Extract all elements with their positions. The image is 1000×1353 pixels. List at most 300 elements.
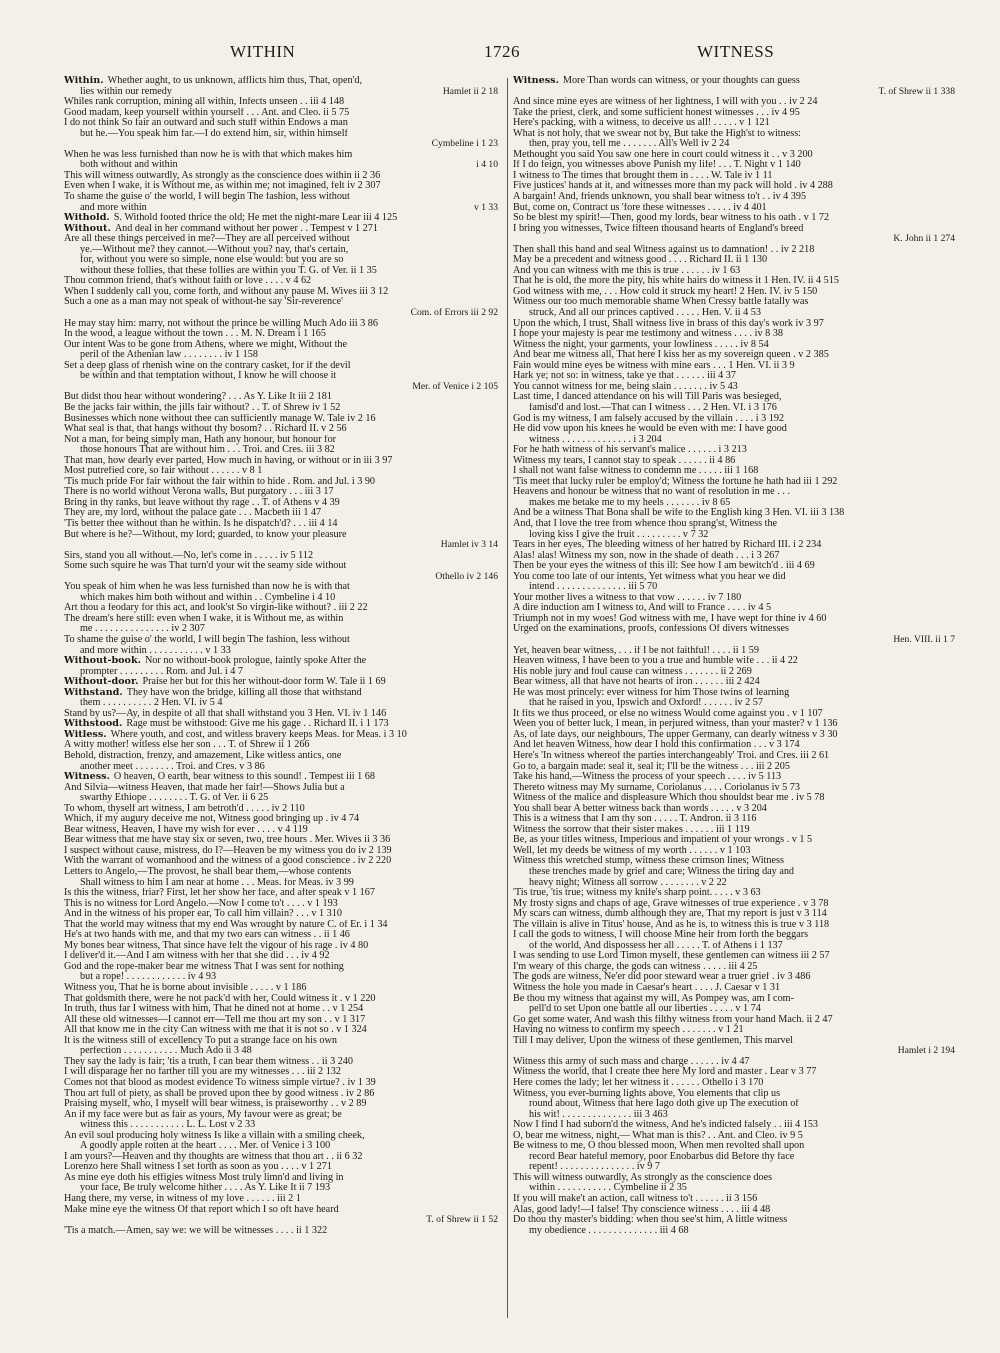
quotation-text: Witness my tears, I cannot stay to speak . . . . . . ii 4 86 <box>513 455 736 466</box>
concordance-line <box>513 435 955 446</box>
quotation-text: Our intent Was to be gone from Athens, where we might, Without the <box>64 339 348 350</box>
concordance-line <box>513 793 955 804</box>
concordance-line <box>64 213 498 224</box>
quotation-text: Businesses which none without thee can sufficiently manage W. Tale iv 2 16 <box>64 413 376 424</box>
concordance-line <box>513 76 955 87</box>
concordance-line <box>513 414 955 425</box>
concordance-line <box>64 498 498 509</box>
concordance-line <box>64 203 498 214</box>
concordance-line <box>513 519 955 530</box>
concordance-line <box>64 118 498 129</box>
concordance-line <box>64 867 498 878</box>
quotation-text: Be, as your titles witness, Imperious and impatient of your wrongs . v 1 5 <box>513 835 813 846</box>
quotation-text: 'Tis a match.—Amen, say we: we will be witnesses . . . . ii 1 322 <box>64 1225 328 1236</box>
quotation-text: Which, if my augury deceive me not, Witness good bringing up . iv 4 74 <box>64 814 360 825</box>
quotation-text: They are, my lord, without the palace gate . . . Macbeth iii 1 47 <box>64 508 322 519</box>
play-reference: Othello iv 2 146 <box>435 571 498 582</box>
concordance-line <box>64 456 498 467</box>
quotation-text: In truth, thus far I witness with him, That he dined not at home . . v 1 254 <box>64 1004 364 1015</box>
quotation-text: O, bear me witness, night,— What man is this? . . Ant. and Cleo. iv 9 5 <box>513 1130 803 1141</box>
quotation-text: You speak of him when he was less furnished than now he is with that <box>64 582 350 593</box>
concordance-line <box>64 392 498 403</box>
concordance-line <box>64 382 498 393</box>
quotation-text: Bear witness, all that have not hearts of iron . . . . . . iii 2 424 <box>513 677 760 688</box>
quotation-text: Are all these things perceived in me?—They are all perceived without <box>64 234 350 245</box>
quotation-text: Sirs, stand you all without.—No, let's come in . . . . . iv 5 112 <box>64 550 314 561</box>
concordance-line <box>64 160 498 171</box>
quotation-text: Comes not that blood as modest evidence To witness simple virtue? . iv 1 39 <box>64 1077 376 1088</box>
quotation-text: Triumph not in my woes! God witness with me, I have wept for thine iv 4 60 <box>513 613 827 624</box>
concordance-line <box>513 234 955 245</box>
concordance-line <box>513 740 955 751</box>
concordance-line <box>513 856 955 867</box>
headword: Withstood. <box>64 719 123 730</box>
quotation-text: Thereto witness may My surname, Coriolanus . . . . Coriolanus iv 5 73 <box>513 782 800 793</box>
quotation-text: May be a precedent and witness good . . . . Richard II. ii 1 130 <box>513 255 768 266</box>
quotation-text: and more within <box>80 202 147 213</box>
concordance-line <box>513 361 955 372</box>
quotation-text: Behold, distraction, frenzy, and amazement, Like witless antics, one <box>64 751 342 761</box>
quotation-text: Praise her but for this her without-door form W. Tale ii 1 69 <box>142 677 386 688</box>
concordance-line <box>64 276 498 287</box>
concordance-line <box>513 245 955 256</box>
quotation-text: swarthy Ethiope . . . . . . . . T. G. of Ver. ii 6 25 <box>80 793 269 804</box>
quotation-text: If I do feign, you witnesses above Punish my life! . . . T. Night v 1 140 <box>513 160 801 171</box>
quotation-text: My scars can witness, dumb although they are, That my report is just v 3 114 <box>513 909 827 920</box>
headword: Without. <box>64 223 111 234</box>
quotation-text: All that know me in the city Can witness with me that it is not so . v 1 324 <box>64 1025 367 1036</box>
concordance-line <box>513 97 955 108</box>
concordance-line <box>64 477 498 488</box>
quotation-text: Upon the which, I trust, Shall witness live in brass of this day's work iv 3 97 <box>513 318 824 329</box>
concordance-line <box>513 266 955 277</box>
quotation-text: Witness of the malice and displeasure Which thou shouldst bear me . iv 5 78 <box>513 793 825 804</box>
quotation-text: Well, let my deeds be witness of my worth . . . . . . v 1 103 <box>513 845 751 856</box>
quotation-text: but he.—You speak him far.—I do extend him, sir, within himself <box>80 128 348 139</box>
left-column <box>64 76 498 1316</box>
quotation-text: Then shall this hand and seal Witness against us to damnation! . . iv 2 218 <box>513 244 815 255</box>
concordance-line <box>64 1036 498 1047</box>
concordance-line <box>513 888 955 899</box>
quotation-text: S. Withold footed thrice the old; He met the night-mare Lear iii 4 125 <box>113 213 398 224</box>
concordance-line <box>64 909 498 920</box>
concordance-line <box>64 1131 498 1142</box>
quotation-text: Whiles rank corruption, mining all within, Infects unseen . . iii 4 148 <box>64 97 345 108</box>
concordance-line <box>64 329 498 340</box>
quotation-text: Heaven witness, I have been to you a true and humble wife . . . ii 4 22 <box>513 656 798 667</box>
concordance-line <box>64 266 498 277</box>
concordance-line <box>513 424 955 435</box>
concordance-line <box>513 498 955 509</box>
quotation-text: As, of late days, our neighbours, The upper Germany, can dearly witness v 3 30 <box>513 729 838 740</box>
concordance-line <box>513 340 955 351</box>
concordance-line <box>513 772 955 783</box>
quotation-text: When I suddenly call you, come forth, and without any pause M. Wives iii 3 12 <box>64 286 389 297</box>
concordance-line <box>513 1099 955 1110</box>
concordance-line <box>64 825 498 836</box>
quotation-text: That man, how dearly ever parted, How much in having, or without or in iii 3 97 <box>64 455 393 466</box>
quotation-text: Fain would mine eyes be witness with mine ears . . . 1 Hen. VI. ii 3 9 <box>513 360 795 371</box>
quotation-text: As mine eye doth his effigies witness Most truly limn'd and living in <box>64 1172 344 1183</box>
concordance-line <box>513 582 955 593</box>
concordance-line <box>513 751 955 762</box>
quotation-text: Praising myself, who, I myself will bear witness, is praiseworthy . . v 2 89 <box>64 1099 367 1110</box>
concordance-line <box>64 287 498 298</box>
concordance-line <box>513 192 955 203</box>
quotation-text: Shall witness to him I am near at home . . . Meas. for Meas. iv 3 99 <box>80 877 354 888</box>
concordance-line <box>513 1131 955 1142</box>
concordance-line <box>513 804 955 815</box>
quotation-text: Methought you said You saw one here in court could witness it . . v 3 200 <box>513 149 813 160</box>
quotation-text: Be the jacks fair within, the jills fair without? . . T. of Shrew iv 1 52 <box>64 402 341 413</box>
quotation-text: To shame the guise o' the world, I will begin The fashion, less without <box>64 192 350 203</box>
quotation-text: To shame the guise o' the world, I will begin The fashion, less without <box>64 634 350 645</box>
concordance-line <box>513 382 955 393</box>
concordance-line <box>64 804 498 815</box>
concordance-line <box>64 297 498 308</box>
quotation-text: Bear witness that me have stay six or seven, two, tree hours . Mer. Wives ii 3 36 <box>64 835 391 846</box>
concordance-line <box>513 1057 955 1068</box>
concordance-line <box>513 530 955 541</box>
quotation-text: You come too late of our intents, Yet witness what you hear we did <box>513 571 786 582</box>
concordance-line <box>64 308 498 319</box>
quotation-text: That he is old, the more the pity, his white hairs do witness it 1 Hen. IV. ii 4 515 <box>513 276 839 287</box>
concordance-line <box>64 994 498 1005</box>
concordance-line <box>64 435 498 446</box>
concordance-line <box>64 551 498 562</box>
quotation-text: round about, Witness that here Iago doth give up The execution of <box>529 1099 799 1110</box>
quotation-text: Set a deep glass of rhenish wine on the contrary casket, for if the devil <box>64 360 351 371</box>
quotation-text: record Bear hateful memory, poor Enobarbus did Before thy face <box>529 1151 795 1162</box>
quotation-text: You shall bear A better witness back than words . . . . . v 3 204 <box>513 803 767 814</box>
quotation-text: And since mine eyes are witness of her lightness, I will with you . . iv 2 24 <box>513 97 818 108</box>
quotation-text: Hang there, my verse, in witness of my love . . . . . . iii 2 1 <box>64 1193 301 1204</box>
quotation-text: What is not holy, that we swear not by, But take the High'st to witness: <box>513 128 801 139</box>
concordance-line <box>64 846 498 857</box>
concordance-line <box>64 403 498 414</box>
play-reference: Com. of Errors iii 2 92 <box>410 308 498 319</box>
quotation-text: That goldsmith there, were he not pack'd with her, Could witness it . v 1 220 <box>64 993 376 1004</box>
concordance-line <box>64 667 498 678</box>
quotation-text: And you can witness with me this is true . . . . . . iv 1 63 <box>513 265 741 276</box>
concordance-line <box>64 1141 498 1152</box>
concordance-line <box>513 1120 955 1131</box>
quotation-text: But, come on, Contract us 'fore these witnesses . . . . . iv 4 401 <box>513 202 767 213</box>
concordance-line <box>513 139 955 150</box>
concordance-line <box>64 1057 498 1068</box>
concordance-line <box>513 677 955 688</box>
quotation-text: I deliver'd it.—And I am witness with her that she did . . . iv 4 92 <box>64 951 330 962</box>
quotation-text: And Silvia—witness Heaven, that made her fair!—Shows Julia but a <box>64 782 345 793</box>
concordance-line <box>513 224 955 235</box>
concordance-line <box>513 392 955 403</box>
quotation-text: that he raised in you, Ipswich and Oxford! . . . . . . iv 2 57 <box>529 698 763 709</box>
concordance-line <box>513 835 955 846</box>
concordance-line <box>64 466 498 477</box>
play-reference: v 1 33 <box>474 202 498 213</box>
concordance-line <box>513 213 955 224</box>
quotation-text: Be witness to me, O thou blessed moon, When men revolted shall upon <box>513 1141 805 1152</box>
concordance-line <box>64 1215 498 1226</box>
quotation-text: perfection . . . . . . . . . . . Much Ado ii 3 48 <box>80 1046 252 1057</box>
concordance-line <box>64 719 498 730</box>
concordance-line <box>64 234 498 245</box>
quotation-text: With the warrant of womanhood and the witness of a good conscience . iv 2 220 <box>64 856 392 867</box>
concordance-line <box>513 656 955 667</box>
concordance-line <box>513 308 955 319</box>
concordance-line <box>513 466 955 477</box>
quotation-text: another meet . . . . . . . . Troi. and Cres. v 3 86 <box>80 761 265 772</box>
quotation-text: For he hath witness of his servant's malice . . . . . . i 3 213 <box>513 445 747 456</box>
quotation-text: Now I find I had suborn'd the witness, And he's indicted falsely . . iii 4 153 <box>513 1120 819 1131</box>
quotation-text: within . . . . . . . . . . . Cymbeline ii 2 35 <box>529 1183 687 1194</box>
quotation-text: They have won the bridge, killing all those that withstand <box>126 687 362 698</box>
concordance-line <box>64 962 498 973</box>
quotation-text: Lorenzo here Shall witness I set forth as soon as you . . . . v 1 271 <box>64 1162 332 1173</box>
quotation-text: Whether aught, to us unknown, afflicts him thus, That, open'd, <box>107 76 363 86</box>
quotation-text: This is a witness that I am thy son . . . . . T. Andron. ii 3 116 <box>513 814 757 825</box>
quotation-text: your face, Be truly welcome hither . . . . As Y. Like It ii 7 193 <box>80 1183 331 1194</box>
quotation-text: A witty mother! witless else her son . . . T. of Shrew ii 1 266 <box>64 740 310 751</box>
quotation-text: and more within . . . . . . . . . . . v 1 33 <box>80 645 231 656</box>
concordance-line <box>64 698 498 709</box>
quotation-text: Take the priest, clerk, and some sufficient honest witnesses . . . iv 4 95 <box>513 107 800 118</box>
concordance-line <box>64 1173 498 1184</box>
quotation-text: of the world, And dispossess her all . . . . . T. of Athens i 1 137 <box>529 940 783 951</box>
concordance-line <box>513 456 955 467</box>
quotation-text: God and the rope-maker bear me witness That I was sent for nothing <box>64 961 344 972</box>
concordance-line <box>64 762 498 773</box>
concordance-line <box>64 319 498 330</box>
quotation-text: And be a witness That Bona shall be wife to the English king 3 Hen. VI. iii 3 138 <box>513 508 845 519</box>
concordance-line <box>64 899 498 910</box>
concordance-line <box>64 76 498 87</box>
play-reference: T. of Shrew ii 1 52 <box>426 1215 498 1226</box>
quotation-text: So be blest my spirit!—Then, good my lords, bear witness to his oath . v 1 72 <box>513 213 830 224</box>
quotation-text: He may stay him: marry, not without the prince be willing Much Ado iii 3 86 <box>64 318 378 329</box>
quotation-text: It fits we thus proceed, or else no witness Would come against you . v 1 107 <box>513 708 823 719</box>
concordance-line <box>64 192 498 203</box>
concordance-line <box>513 709 955 720</box>
concordance-line <box>513 730 955 741</box>
concordance-line <box>513 719 955 730</box>
concordance-line <box>64 519 498 530</box>
concordance-line <box>513 477 955 488</box>
quotation-text: Witness you, That he is borne about invisible . . . . . v 1 186 <box>64 983 307 994</box>
concordance-line <box>513 1067 955 1078</box>
quotation-text: Go to, a bargain made: seal it, seal it; I'll be the witness . . . iii 2 205 <box>513 761 790 772</box>
quotation-text: More Than words can witness, or your thoughts can guess <box>562 76 800 86</box>
concordance-line <box>513 276 955 287</box>
concordance-line <box>513 593 955 604</box>
concordance-line <box>64 951 498 962</box>
quotation-text: Not a man, for being simply man, Hath any honour, but honour for <box>64 434 337 445</box>
concordance-line <box>64 772 498 783</box>
quotation-text: Is this the witness, friar? First, let her show her face, and after speak v 1 167 <box>64 888 375 899</box>
headword: Without-book. <box>64 656 141 667</box>
page-header <box>0 42 1000 72</box>
quotation-text: witness this . . . . . . . . . . . L. L. Lost v 2 33 <box>80 1120 256 1131</box>
concordance-line <box>64 835 498 846</box>
concordance-line <box>513 783 955 794</box>
concordance-line <box>64 614 498 625</box>
quotation-text: When he was less furnished than now he is with that which makes him <box>64 149 353 160</box>
concordance-line <box>64 540 498 551</box>
quotation-text: An if my face were but as fair as yours, My favour were as great; be <box>64 1109 342 1120</box>
quotation-text: Go get some water, And wash this filthy witness from your hand Mach. ii 2 47 <box>513 1014 833 1025</box>
header-left-word: WITHIN <box>230 42 296 61</box>
quotation-text: The villain is alive in Titus' house, And as he is, to witness this is true v 3 118 <box>513 919 830 930</box>
quotation-text: Here's packing, with a witness, to deceive us all! . . . . . v 1 121 <box>513 118 770 129</box>
concordance-line <box>513 371 955 382</box>
concordance-line <box>64 1194 498 1205</box>
quotation-text: Witness the night, your garments, your lowliness . . . . . iv 8 54 <box>513 339 769 350</box>
concordance-line <box>513 1162 955 1173</box>
quotation-text: Bring in thy ranks, but leave without thy rage . . T. of Athens v 4 39 <box>64 497 340 508</box>
concordance-line <box>64 856 498 867</box>
quotation-text: Five justices' hands at it, and witnesses more than my pack will hold . iv 4 288 <box>513 181 833 192</box>
concordance-line <box>513 572 955 583</box>
concordance-line <box>513 1141 955 1152</box>
quotation-text: There is no world without Verona walls, But purgatory . . . iii 3 17 <box>64 487 334 498</box>
quotation-text: A goodly apple rotten at the heart . . . . Mer. of Venice i 3 100 <box>80 1141 331 1152</box>
concordance-line <box>64 1205 498 1216</box>
quotation-text: Do thou thy master's bidding: when thou see'st him, A little witness <box>513 1215 788 1226</box>
concordance-line <box>64 1152 498 1163</box>
quotation-text: Ween you of better luck, I mean, in perjured witness, than your master? v 1 136 <box>513 719 838 730</box>
quotation-text: Witness the world, that I create thee here My lord and master . Lear v 3 77 <box>513 1067 817 1078</box>
concordance-line <box>513 825 955 836</box>
header-right-word: WITNESS <box>697 42 775 61</box>
concordance-line <box>64 1183 498 1194</box>
concordance-line <box>64 972 498 983</box>
concordance-line <box>513 962 955 973</box>
quotation-text: Take his hand,—Witness the process of your speech . . . . iv 5 113 <box>513 772 782 783</box>
page-number: 1726 <box>484 42 520 61</box>
quotation-text: makes me betake me to my heels . . . . . . . iv 8 65 <box>529 497 731 508</box>
concordance-line <box>64 688 498 699</box>
concordance-line <box>64 1089 498 1100</box>
concordance-line <box>513 1036 955 1047</box>
concordance-line <box>64 646 498 657</box>
concordance-line <box>513 87 955 98</box>
concordance-line <box>513 1046 955 1057</box>
concordance-line <box>64 361 498 372</box>
quotation-text: It is the witness still of excellency To put a strange face on his own <box>64 1035 337 1046</box>
quotation-text: Heavens and honour be witness that no want of resolution in me . . . <box>513 487 790 498</box>
concordance-line <box>64 508 498 519</box>
quotation-text: Where youth, and cost, and witless bravery keeps Meas. for Meas. i 3 10 <box>110 729 407 740</box>
concordance-line <box>64 129 498 140</box>
quotation-text: That the world may witness that my end Was wrought by nature C. of Er. i 1 34 <box>64 919 388 930</box>
quotation-text: intend . . . . . . . . . . . . . . iii 5 70 <box>529 582 658 593</box>
concordance-line <box>64 751 498 762</box>
concordance-line <box>64 97 498 108</box>
quotation-text: And let heaven Witness, how dear I hold this confirmation . . . v 3 174 <box>513 740 800 751</box>
concordance-line <box>513 624 955 635</box>
quotation-text: struck, And all our princes captived . . . . . Hen. V. ii 4 53 <box>529 308 761 319</box>
concordance-line <box>513 909 955 920</box>
headword: Without-door. <box>64 677 139 688</box>
play-reference: K. John ii 1 274 <box>893 234 955 245</box>
concordance-line <box>513 203 955 214</box>
quotation-text: Most putrefied core, so fair without . . . . . . v 8 1 <box>64 466 263 477</box>
quotation-text: This will witness outwardly, As strongly as the conscience does within ii 2 36 <box>64 170 381 181</box>
concordance-line <box>64 340 498 351</box>
concordance-line <box>64 414 498 425</box>
quotation-text: them . . . . . . . . . . 2 Hen. VI. iv 5 4 <box>80 698 223 709</box>
concordance-line <box>64 793 498 804</box>
concordance-line <box>513 762 955 773</box>
concordance-line <box>513 540 955 551</box>
concordance-line <box>513 181 955 192</box>
concordance-line <box>64 139 498 150</box>
quotation-text: pell'd to set Upon one battle all our liberties . . . . . v 1 74 <box>529 1004 761 1015</box>
quotation-text: for, without you were so simple, none else would: but you are so <box>80 255 344 266</box>
quotation-text: Till I may deliver, Upon the witness of these gentlemen, This marvel <box>513 1035 793 1046</box>
concordance-line <box>513 688 955 699</box>
concordance-line <box>513 994 955 1005</box>
quotation-text: All these old witnesses—I cannot err—Tell me thou art my son . . v 1 317 <box>64 1014 366 1025</box>
quotation-text: I am yours?—Heaven and thy thoughts are witness that thou art . . ii 6 32 <box>64 1151 363 1162</box>
quotation-text: Witness this army of such mass and charge . . . . . . iv 4 47 <box>513 1056 750 1067</box>
quotation-text: which makes him both without and within . . Cymbeline i 4 10 <box>80 592 336 603</box>
concordance-line <box>64 783 498 794</box>
headword: Witness. <box>513 76 559 86</box>
quotation-text: I suspect without cause, mistress, do I?—Heaven be my witness you do iv 2 139 <box>64 845 392 856</box>
quotation-text: I was sending to use Lord Timon myself, these gentlemen can witness iii 2 57 <box>513 951 830 962</box>
concordance-line <box>64 814 498 825</box>
concordance-line <box>513 403 955 414</box>
concordance-line <box>64 677 498 688</box>
quotation-text: He did vow upon his knees he would be even with me: I have good <box>513 424 787 435</box>
quotation-text: Urged on the examinations, proofs, confessions Of divers witnesses <box>513 624 789 635</box>
quotation-text: Such a one as a man may not speak of without-he say 'Sir-reverence' <box>64 297 344 308</box>
concordance-line <box>64 983 498 994</box>
concordance-line <box>64 1025 498 1036</box>
concordance-line <box>64 1004 498 1015</box>
concordance-line <box>64 572 498 583</box>
quotation-text: Alas! alas! Witness my son, now in the shade of death . . . i 3 267 <box>513 550 780 561</box>
quotation-text: ye.—Without me? they cannot.—Without you? nay, that's certain, <box>80 244 349 255</box>
play-reference: Mer. of Venice i 2 105 <box>412 381 498 392</box>
quotation-text: I shall not want false witness to condemn me . . . . . iii 1 168 <box>513 466 759 477</box>
quotation-text: famisd'd and lost.—That can I witness . . . 2 Hen. VI. i 3 176 <box>529 402 777 413</box>
concordance-line <box>513 160 955 171</box>
concordance-line <box>513 319 955 330</box>
quotation-text: Thou common friend, that's without faith or love . . . . v 4 62 <box>64 276 312 287</box>
concordance-line <box>64 1110 498 1121</box>
quotation-text: I do not think So fair an outward and such stuff within Endows a man <box>64 118 348 129</box>
quotation-text: Witness our too much memorable shame When Cressy battle fatally was <box>513 297 809 308</box>
quotation-text: I witness to The times that brought them in . . . . W. Tale iv 1 11 <box>513 170 773 181</box>
concordance-line <box>513 487 955 498</box>
concordance-line <box>64 181 498 192</box>
quotation-text: Your mother lives a witness to that vow . . . . . . iv 7 180 <box>513 592 742 603</box>
quotation-text: To whom, thyself art witness, I am betroth'd . . . . . iv 2 110 <box>64 803 305 814</box>
concordance-line <box>513 899 955 910</box>
quotation-text: 'Tis better thee without than he within. Is he dispatch'd? . . . iii 4 14 <box>64 518 338 529</box>
quotation-text: Witness the sorrow that their sister makes . . . . . . iii 1 119 <box>513 824 750 835</box>
play-reference: Hamlet iv 3 14 <box>440 540 498 551</box>
concordance-line <box>64 487 498 498</box>
quotation-text: If you will make't an action, call witness to't . . . . . . ii 3 156 <box>513 1193 758 1204</box>
quotation-text: Art thou a feodary for this act, and look'st So virgin-like without? . iii 2 22 <box>64 603 368 614</box>
play-reference: i 4 10 <box>476 160 498 171</box>
quotation-text: I'm weary of this charge, the gods can witness . . . . . iii 4 25 <box>513 961 758 972</box>
quotation-text: A dire induction am I witness to, And will to France . . . . iv 4 5 <box>513 603 772 614</box>
quotation-text: You cannot witness for me, being slain . . . . . . . iv 5 43 <box>513 381 738 392</box>
